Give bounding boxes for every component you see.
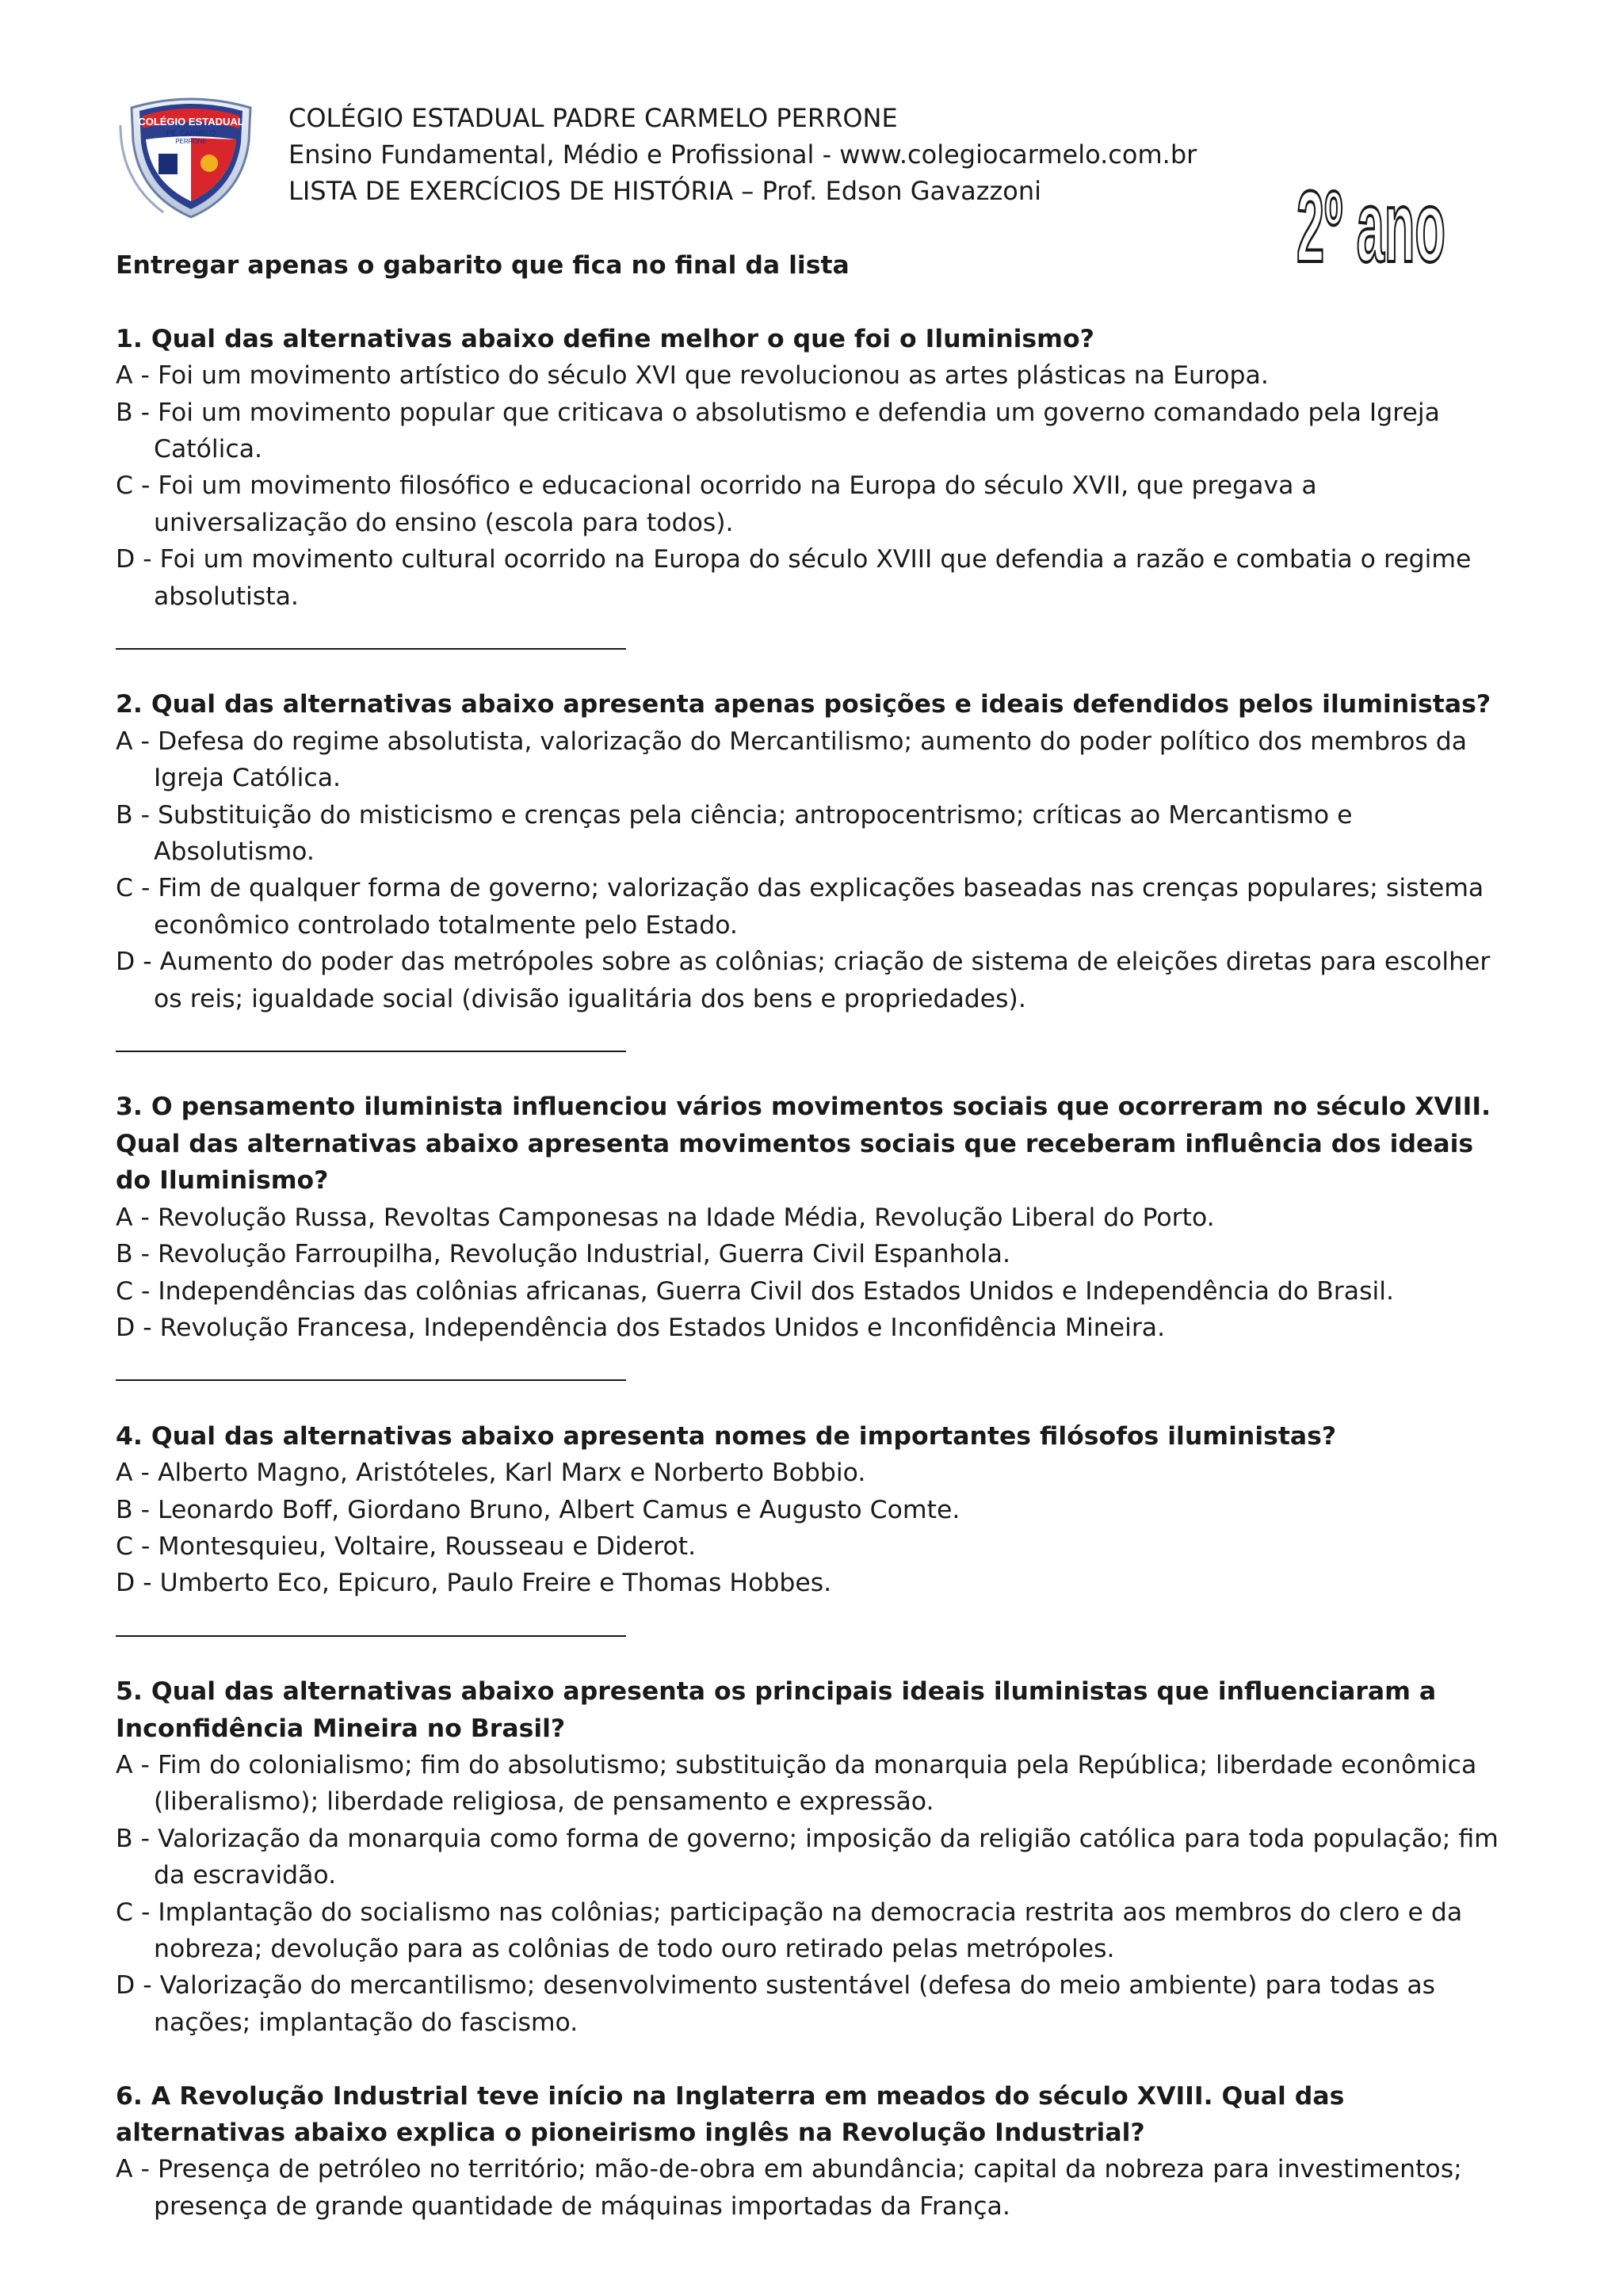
option-d: D - Aumento do poder das metrópoles sobre as colônias; criação de sistema de eleições diretas para escolher os reis; igualdade social (divisão igualitária dos bens e propriedades). — [116, 948, 1491, 1013]
option-c: C - Independências das colônias africanas, Guerra Civil dos Estados Unidos e Independência do Brasil. — [116, 1276, 1394, 1306]
option-a: A - Alberto Magno, Aristóteles, Karl Marx e Norberto Bobbio. — [116, 1459, 866, 1488]
option-d: D - Umberto Eco, Epicuro, Paulo Freire e Thomas Hobbes. — [116, 1569, 832, 1598]
instruction: Entregar apenas o gabarito que fica no final da lista — [116, 251, 850, 280]
option-a: A - Revolução Russa, Revoltas Camponesas na Idade Média, Revolução Liberal do Porto. — [116, 1203, 1215, 1232]
question-5 — [116, 1673, 1510, 2041]
exercise-list — [116, 247, 1510, 2225]
option-a: A - Presença de petróleo no território; mão-de-obra em abundância; capital da nobreza para investimentos; presença de grande quantidade de máquinas importadas da França. — [116, 2155, 1462, 2221]
question-title: 5. Qual das alternativas abaixo apresenta os principais ideais iluministas que influenciaram a Inconfidência Mineira no Brasil? — [116, 1677, 1437, 1743]
option-c: C - Montesquieu, Voltaire, Rousseau e Diderot. — [116, 1531, 697, 1561]
separator-line — [116, 648, 626, 650]
option-a: A - Fim do colonialismo; fim do absolutismo; substituição da monarquia pela República; liberdade econômica (liberalismo); liberdade religiosa, de pensamento e expressão. — [116, 1750, 1477, 1817]
svg-text:PE. CARMELO: PE. CARMELO — [166, 129, 216, 137]
option-b: B - Foi um movimento popular que criticava o absolutismo e defendia um governo comandado pela Igreja Católica. — [116, 398, 1440, 464]
option-c: C - Implantação do socialismo nas colônias; participação na democracia restrita aos membros do clero e da nobreza; devolução para as colônias de todo ouro retirado pelas metrópoles. — [116, 1897, 1463, 1963]
option-d: D - Revolução Francesa, Independência dos Estados Unidos e Inconfidência Mineira. — [116, 1313, 1166, 1342]
question-title: 3. O pensamento iluminista influenciou vários movimentos sociais que ocorreram no século XVIII. Qual das alternativas abaixo apresenta movimentos sociais que receberam influência dos ideais do Iluminismo? — [116, 1093, 1491, 1196]
option-a: A - Defesa do regime absolutista, valorização do Mercantilismo; aumento do poder político dos membros da Igreja Católica. — [116, 727, 1468, 793]
option-b: B - Revolução Farroupilha, Revolução Industrial, Guerra Civil Espanhola. — [116, 1240, 1010, 1269]
option-d: D - Valorização do mercantilismo; desenvolvimento sustentável (defesa do meio ambiente) para todas as nações; implantação do fascismo. — [116, 1971, 1436, 2037]
option-b: B - Valorização da monarquia como forma de governo; imposição da religião católica para toda população; fim da escravidão. — [116, 1824, 1499, 1890]
question-2 — [116, 686, 1510, 1052]
question-4 — [116, 1418, 1510, 1637]
question-title: 2. Qual das alternativas abaixo apresenta apenas posições e ideais defendidos pelos iluministas? — [116, 690, 1491, 719]
list-title: LISTA DE EXERCÍCIOS DE HISTÓRIA – Prof. Edson Gavazzoni — [288, 176, 1042, 206]
question-6 — [116, 2078, 1510, 2225]
question-title: 6. A Revolução Industrial teve início na Inglaterra em meados do século XVIII. Qual das alternativas abaixo explica o pioneirismo inglês na Revolução Industrial? — [116, 2081, 1345, 2147]
question-title: 4. Qual das alternativas abaixo apresenta nomes de importantes filósofos iluministas? — [116, 1421, 1337, 1451]
option-b: B - Substituição do misticismo e crenças pela ciência; antropocentrismo; críticas ao Mercantismo e Absolutismo. — [116, 800, 1353, 867]
svg-text:2º ano: 2º ano — [1296, 170, 1445, 284]
separator-line — [116, 1635, 626, 1637]
school-subtitle: Ensino Fundamental, Médio e Profissional - www.colegiocarmelo.com.br — [288, 139, 1197, 170]
option-c: C - Fim de qualquer forma de governo; valorização das explicações baseadas nas crenças populares; sistema econômico controlado totalmente pelo Estado. — [116, 874, 1484, 940]
question-3 — [116, 1089, 1510, 1381]
question-1 — [116, 321, 1510, 650]
separator-line — [116, 1379, 626, 1381]
page-header — [288, 100, 1197, 209]
svg-text:PERRONE: PERRONE — [175, 138, 207, 145]
school-logo — [116, 93, 266, 220]
school-name: COLÉGIO ESTADUAL PADRE CARMELO PERRONE — [288, 103, 898, 133]
option-d: D - Foi um movimento cultural ocorrido na Europa do século XVIII que defendia a razão e combatia o regime absolutista. — [116, 545, 1472, 611]
separator-line — [116, 1051, 626, 1052]
option-b: B - Leonardo Boff, Giordano Bruno, Albert Camus e Augusto Comte. — [116, 1495, 960, 1524]
option-c: C - Foi um movimento filosófico e educacional ocorrido na Europa do século XVII, que pregava a universalização do ensino (escola para todos). — [116, 471, 1317, 537]
option-a: A - Foi um movimento artístico do século XVI que revolucionou as artes plásticas na Europa. — [116, 361, 1269, 391]
question-title: 1. Qual das alternativas abaixo define melhor o que foi o Iluminismo? — [116, 324, 1094, 353]
svg-text:COLÉGIO ESTADUAL: COLÉGIO ESTADUAL — [138, 116, 244, 128]
